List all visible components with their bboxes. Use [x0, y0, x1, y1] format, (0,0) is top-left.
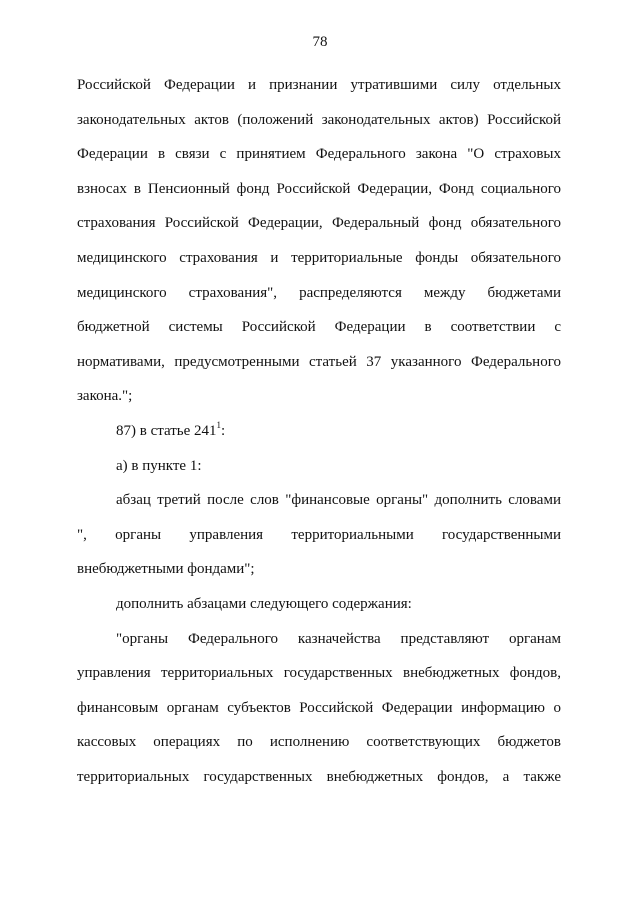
text-line: медицинского страхования и территориальные фонды обязательного	[77, 249, 561, 266]
text-line: внебюджетными фондами";	[77, 561, 255, 578]
superscript: 1	[216, 419, 222, 430]
text-line: территориальных государственных внебюджетных фондов, а также	[77, 768, 561, 785]
document-body	[77, 68, 561, 794]
paragraph-continuation	[77, 68, 561, 414]
text-line: абзац третий после слов "финансовые органы" дополнить словами	[116, 492, 561, 509]
paragraph-quoted-text	[77, 622, 561, 795]
paragraph-amendment	[77, 483, 561, 587]
text-line: бюджетной системы Российской Федерации в соответствии с	[77, 319, 561, 336]
text-line: "органы Федерального казначейства представляют органам	[116, 630, 561, 647]
text-line: ", органы управления территориальными государственными	[77, 526, 561, 543]
paragraph-item-87	[77, 414, 561, 449]
text-line: закона.";	[77, 388, 133, 405]
text-line: Российской Федерации и признании утратившими силу отдельных	[77, 77, 561, 93]
paragraph-addition-intro: дополнить абзацами следующего содержания:	[116, 595, 412, 612]
item-87-text: 87) в статье 241	[116, 422, 217, 439]
text-line: управления территориальных государственных внебюджетных фондов,	[77, 665, 561, 682]
item-87-suffix: :	[221, 422, 226, 439]
text-line: финансовым органам субъектов Российской Федерации информацию о	[77, 699, 561, 716]
text-line: Федерации в связи с принятием Федерального закона "О страховых	[77, 146, 561, 163]
text-line: кассовых операциях по исполнению соответствующих бюджетов	[77, 734, 561, 751]
paragraph-subitem-a: а) в пункте 1:	[116, 457, 202, 474]
text-line: законодательных актов (положений законодательных актов) Российской	[77, 111, 561, 128]
page-number: 78	[312, 34, 328, 50]
text-line: страхования Российской Федерации, Федеральный фонд обязательного	[77, 215, 561, 232]
text-line: взносах в Пенсионный фонд Российской Федерации, Фонд социального	[77, 180, 561, 197]
text-line: медицинского страхования", распределяются между бюджетами	[77, 284, 561, 301]
text-line: нормативами, предусмотренными статьей 37 указанного Федерального	[77, 353, 561, 370]
